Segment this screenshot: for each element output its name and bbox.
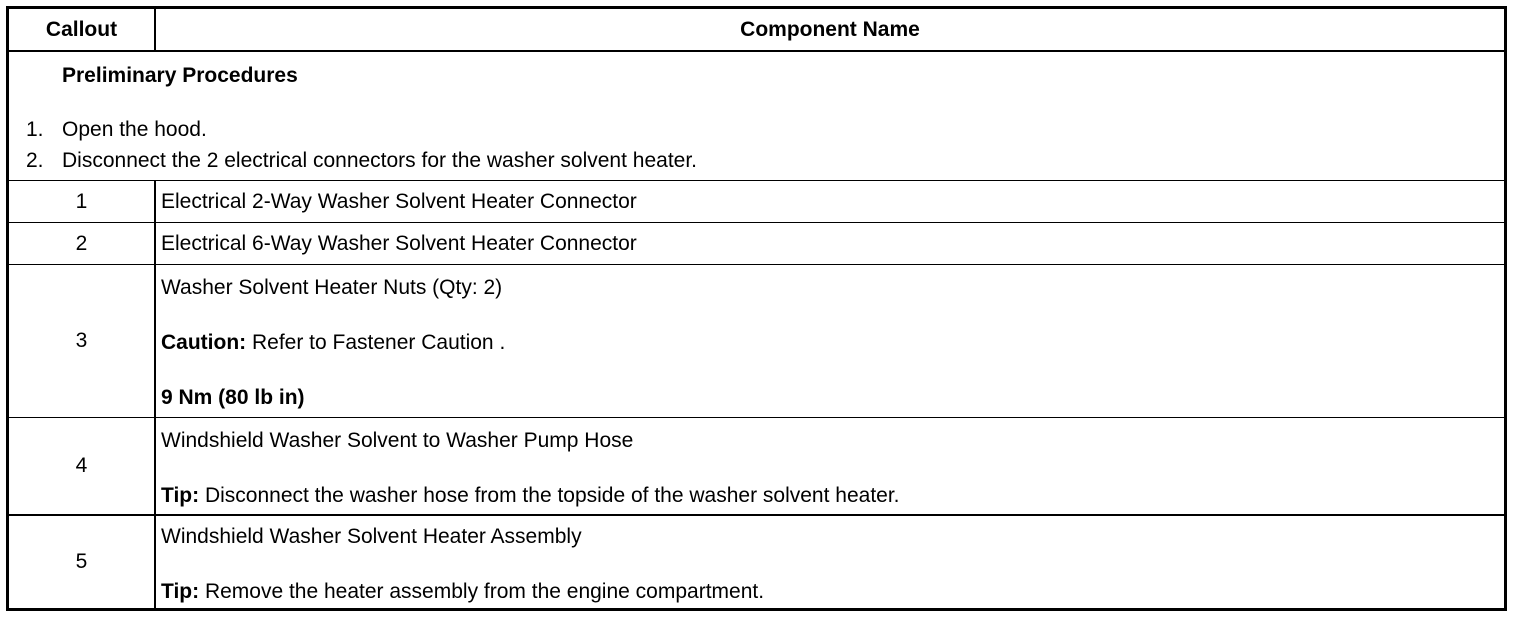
step-text: Disconnect the 2 electrical connectors for the washer solvent heater. bbox=[62, 149, 698, 172]
tip-label: Tip: bbox=[161, 484, 200, 507]
step-number: 2. bbox=[26, 149, 44, 172]
component-name-cell bbox=[154, 181, 1504, 222]
callout-cell: 5 bbox=[75, 550, 88, 573]
preliminary-procedures-row bbox=[9, 50, 1504, 180]
step-text: Open the hood. bbox=[62, 118, 207, 141]
component-name-cell bbox=[154, 516, 1504, 608]
table-row bbox=[9, 264, 1504, 417]
table-row bbox=[9, 180, 1504, 222]
procedure-table bbox=[6, 6, 1507, 611]
component-name-cell bbox=[154, 418, 1504, 514]
tip-label: Tip: bbox=[161, 580, 200, 603]
callout-cell: 1 bbox=[75, 189, 88, 213]
table-row bbox=[9, 222, 1504, 264]
tip-text: Remove the heater assembly from the engine compartment. bbox=[199, 580, 765, 603]
component-name: Windshield Washer Solvent to Washer Pump Hose bbox=[161, 429, 634, 452]
callout-cell: 4 bbox=[75, 454, 88, 477]
header-callout: Callout bbox=[45, 17, 118, 41]
component-name-cell bbox=[154, 223, 1504, 264]
header-component-name: Component Name bbox=[154, 9, 1504, 50]
tip-text: Disconnect the washer hose from the topside of the washer solvent heater. bbox=[199, 484, 900, 507]
component-name: Electrical 2-Way Washer Solvent Heater Connector bbox=[161, 189, 637, 213]
caution-text: Refer to Fastener Caution . bbox=[246, 331, 506, 354]
step-number: 1. bbox=[26, 118, 44, 141]
component-name-cell bbox=[154, 265, 1504, 417]
preliminary-title: Preliminary Procedures bbox=[62, 64, 298, 87]
component-name: Washer Solvent Heater Nuts (Qty: 2) bbox=[161, 276, 503, 299]
tip-note bbox=[161, 484, 900, 508]
torque-spec: 9 Nm (80 lb in) bbox=[161, 386, 305, 409]
preliminary-step bbox=[26, 149, 697, 173]
tip-note bbox=[161, 580, 764, 604]
table-row bbox=[9, 417, 1504, 514]
callout-cell: 2 bbox=[75, 231, 88, 255]
preliminary-step bbox=[26, 118, 207, 142]
component-name: Electrical 6-Way Washer Solvent Heater Connector bbox=[161, 231, 637, 255]
table-row bbox=[9, 514, 1504, 608]
table-header-row bbox=[9, 9, 1504, 50]
callout-cell: 3 bbox=[75, 329, 88, 352]
component-name: Windshield Washer Solvent Heater Assembly bbox=[161, 525, 582, 548]
caution-note bbox=[161, 331, 505, 355]
caution-label: Caution: bbox=[161, 331, 247, 354]
